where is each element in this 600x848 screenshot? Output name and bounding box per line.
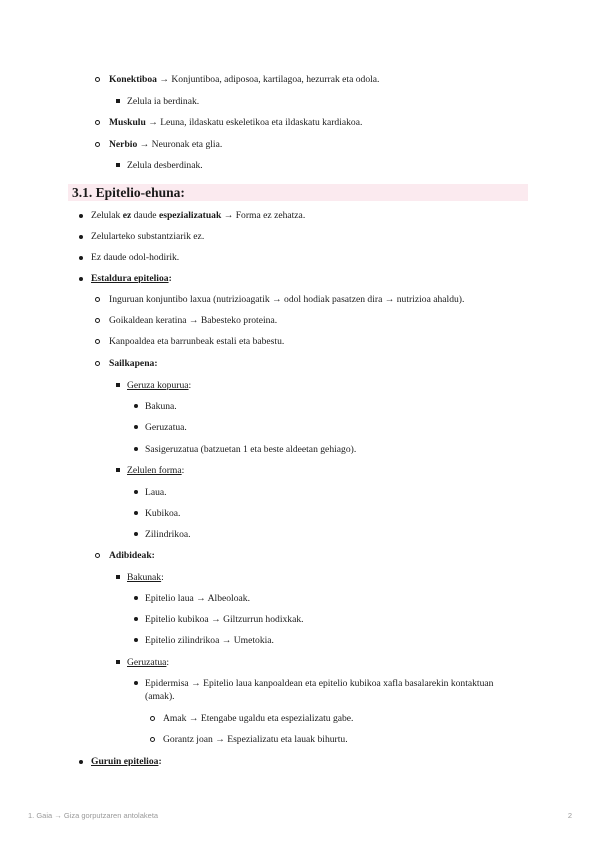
disc-bullet-icon	[134, 681, 138, 685]
text-part: Zelulak	[91, 210, 123, 221]
bakunak-title: Bakunak	[127, 572, 162, 583]
list-item-konektiboa	[109, 73, 379, 86]
list-item-amak: Amak → Etengabe ugaldu eta espezializatu gabe.	[163, 713, 354, 724]
disc-bullet-icon	[134, 404, 138, 408]
list-item-bakuna: Bakuna.	[145, 401, 177, 412]
adibideak-title: Adibideak:	[109, 550, 155, 561]
disc-bullet-icon	[134, 532, 138, 536]
section-heading: 3.1. Epitelio-ehuna:	[72, 185, 185, 200]
list-item-nerbio	[109, 138, 222, 151]
disc-bullet-icon	[79, 214, 83, 218]
circle-bullet-icon	[95, 361, 100, 366]
circle-bullet-icon	[95, 77, 100, 82]
list-item-sasigeruzatua: Sasigeruzatua (batzuetan 1 eta beste aldeetan gehiago).	[145, 444, 357, 455]
list-item-bakunak	[127, 571, 164, 584]
disc-bullet-icon	[79, 760, 83, 764]
list-item-epitelio-laua: Epitelio laua → Albeoloak.	[145, 593, 250, 604]
arrow: →	[145, 117, 161, 128]
term-konektiboa: Konektiboa	[109, 74, 157, 85]
disc-bullet-icon	[134, 447, 138, 451]
list-item-zelulak	[91, 209, 305, 222]
circle-bullet-icon	[95, 142, 100, 147]
footer-breadcrumb: 1. Gaia → Giza gorputzaren antolaketa	[28, 811, 159, 820]
list-item-sailkapena	[109, 357, 158, 370]
list-item-epitelio-kubikoa: Epitelio kubikoa → Giltzurrun hodixkak.	[145, 614, 304, 625]
list-item-nerbio-sub: Zelula desberdinak.	[127, 160, 203, 171]
circle-bullet-icon	[95, 339, 100, 344]
page-number: 2	[567, 811, 572, 820]
text-part: daude	[131, 210, 159, 221]
disc-bullet-icon	[134, 490, 138, 494]
square-bullet-icon	[116, 163, 120, 167]
geruza-kopurua-title: Geruza kopurua	[127, 380, 189, 391]
guruin-title: Guruin epitelioa	[91, 756, 159, 767]
list-item-geruzatua-adibidea	[127, 656, 169, 669]
list-item-goikaldean: Goikaldean keratina → Babesteko proteina.	[109, 315, 278, 326]
list-item-estaldura	[91, 272, 172, 285]
disc-bullet-icon	[134, 617, 138, 621]
list-item-epidermisa: Epidermisa → Epitelio laua kanpoaldean eta epitelio kubikoa xafla basalarekin kontaktuan	[145, 678, 494, 689]
disc-bullet-icon	[79, 235, 83, 239]
text-part: → Forma ez zehatza.	[221, 210, 306, 221]
square-bullet-icon	[116, 99, 120, 103]
list-item-guruin	[91, 755, 162, 768]
disc-bullet-icon	[134, 425, 138, 429]
list-item-geruzatua: Geruzatua.	[145, 422, 187, 433]
list-item-epidermisa-cont: (amak).	[145, 691, 175, 702]
colon: :	[161, 572, 164, 583]
list-item-kubikoa: Kubikoa.	[145, 508, 181, 519]
list-item-laua: Laua.	[145, 487, 167, 498]
colon: :	[168, 273, 172, 284]
colon: :	[181, 465, 185, 476]
zelulen-forma-title: Zelulen forma	[127, 465, 182, 476]
circle-bullet-icon	[95, 318, 100, 323]
circle-bullet-icon	[95, 297, 100, 302]
geruzatua-title: Geruzatua	[127, 657, 167, 668]
disc-bullet-icon	[134, 511, 138, 515]
list-item-konektiboa-sub: Zelula ia berdinak.	[127, 96, 200, 107]
list-item-geruza-kopurua	[127, 379, 191, 392]
disc-bullet-icon	[134, 596, 138, 600]
disc-bullet-icon	[134, 638, 138, 642]
list-item-odol-hodirik: Ez daude odol-hodirik.	[91, 252, 180, 263]
square-bullet-icon	[116, 383, 120, 387]
colon: :	[158, 756, 162, 767]
list-item-adibideak	[109, 549, 155, 562]
konektiboa-text: Konjuntiboa, adiposoa, kartilagoa, hezurrak eta odola.	[171, 74, 380, 85]
arrow: →	[137, 139, 152, 150]
list-item-muskulu	[109, 116, 362, 129]
list-item-zelularteko: Zelularteko substantziarik ez.	[91, 231, 205, 242]
list-item-zelulen-forma	[127, 464, 184, 477]
term-muskulu: Muskulu	[109, 117, 146, 128]
square-bullet-icon	[116, 575, 120, 579]
bold-espezializatuak: espezializatuak	[158, 210, 222, 221]
circle-bullet-icon	[95, 120, 100, 125]
circle-bullet-icon	[150, 716, 155, 721]
estaldura-title: Estaldura epitelioa	[91, 273, 169, 284]
arrow: →	[156, 74, 172, 85]
circle-bullet-icon	[95, 553, 100, 558]
nerbio-text: Neuronak eta glia.	[151, 139, 223, 150]
list-item-zilindrikoa: Zilindrikoa.	[145, 529, 191, 540]
disc-bullet-icon	[79, 256, 83, 260]
square-bullet-icon	[116, 660, 120, 664]
muskulu-text: Leuna, ildaskatu eskeletikoa eta ildaskatu kardiakoa.	[160, 117, 363, 128]
term-nerbio: Nerbio	[109, 139, 138, 150]
list-item-kanpoaldea: Kanpoaldea eta barrunbeak estali eta babestu.	[109, 336, 285, 347]
square-bullet-icon	[116, 468, 120, 472]
colon: :	[188, 380, 192, 391]
list-item-gorantz: Gorantz joan → Espezializatu eta lauak bihurtu.	[163, 734, 348, 745]
disc-bullet-icon	[79, 277, 83, 281]
bold-ez: ez	[122, 210, 132, 221]
list-item-epitelio-zilindrikoa: Epitelio zilindrikoa → Umetokia.	[145, 635, 274, 646]
sailkapena-title: Sailkapena:	[109, 358, 158, 369]
circle-bullet-icon	[150, 737, 155, 742]
colon: :	[166, 657, 170, 668]
list-item-inguruan: Inguruan konjuntibo laxua (nutrizioagatik → odol hodiak pasatzen dira → nutrizioa ahaldu).	[109, 294, 465, 305]
